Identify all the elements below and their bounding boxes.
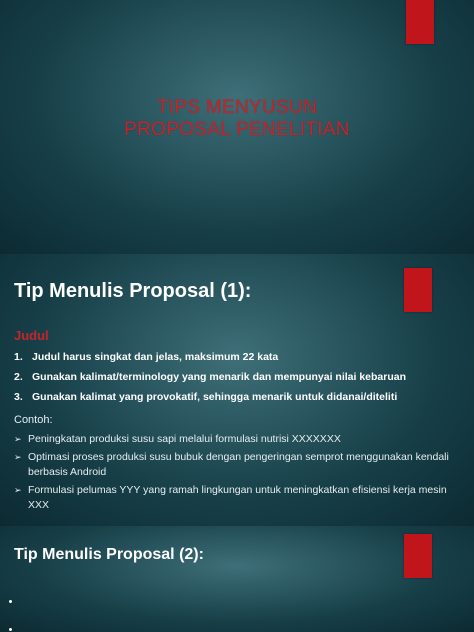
arrow-bullet-icon: ➢: [14, 485, 22, 495]
numbered-list: [14, 350, 464, 410]
examples-list: [14, 432, 454, 516]
list-item: [14, 483, 454, 513]
arrow-bullet-icon: ➢: [14, 434, 22, 444]
example-text: Formulasi pelumas YYY yang ramah lingkungan untuk meningkatkan efisiensi kerja mesin XXX: [28, 484, 447, 511]
item-number: 1.: [14, 351, 23, 363]
list-item: [14, 350, 464, 364]
list-item: [14, 432, 454, 447]
example-text: Peningkatan produksi susu sapi melalui formulasi nutrisi XXXXXXX: [28, 433, 341, 445]
item-number: 3.: [14, 391, 23, 403]
slide-title-line-2: PROPOSAL PENELITIAN: [124, 119, 350, 140]
red-accent-bar: [404, 268, 432, 312]
examples-label: Contoh:: [14, 414, 53, 426]
tip-slide-1: [0, 254, 474, 526]
slide-heading: Tip Menulis Proposal (2):: [14, 546, 204, 563]
list-item: [14, 450, 454, 480]
title-slide: [0, 0, 474, 254]
slide-heading: Tip Menulis Proposal (1):: [14, 280, 252, 302]
list-item: [14, 390, 464, 404]
list-item: [14, 370, 464, 384]
example-text: Optimasi proses produksi susu bubuk dengan pengeringan semprot menggunakan kendali berbasis Android: [28, 451, 449, 478]
tip-slide-2: [0, 526, 474, 632]
item-text: Gunakan kalimat yang provokatif, sehingga menarik untuk didanai/diteliti: [32, 391, 398, 403]
item-text: Judul harus singkat dan jelas, maksimum 22 kata: [32, 351, 279, 363]
item-text: Gunakan kalimat/terminology yang menarik dan mempunyai nilai kebaruan: [32, 371, 407, 383]
slide-title-line-1: TIPS MENYUSUN: [156, 97, 318, 118]
arrow-bullet-icon: ➢: [14, 452, 22, 462]
red-accent-bar: [406, 0, 434, 44]
red-accent-bar: [404, 534, 432, 578]
bullet-dot-icon: [9, 628, 12, 631]
slide-title: [0, 97, 474, 141]
bullet-dot-icon: [9, 600, 12, 603]
item-number: 2.: [14, 371, 23, 383]
section-label: Judul: [14, 328, 49, 343]
